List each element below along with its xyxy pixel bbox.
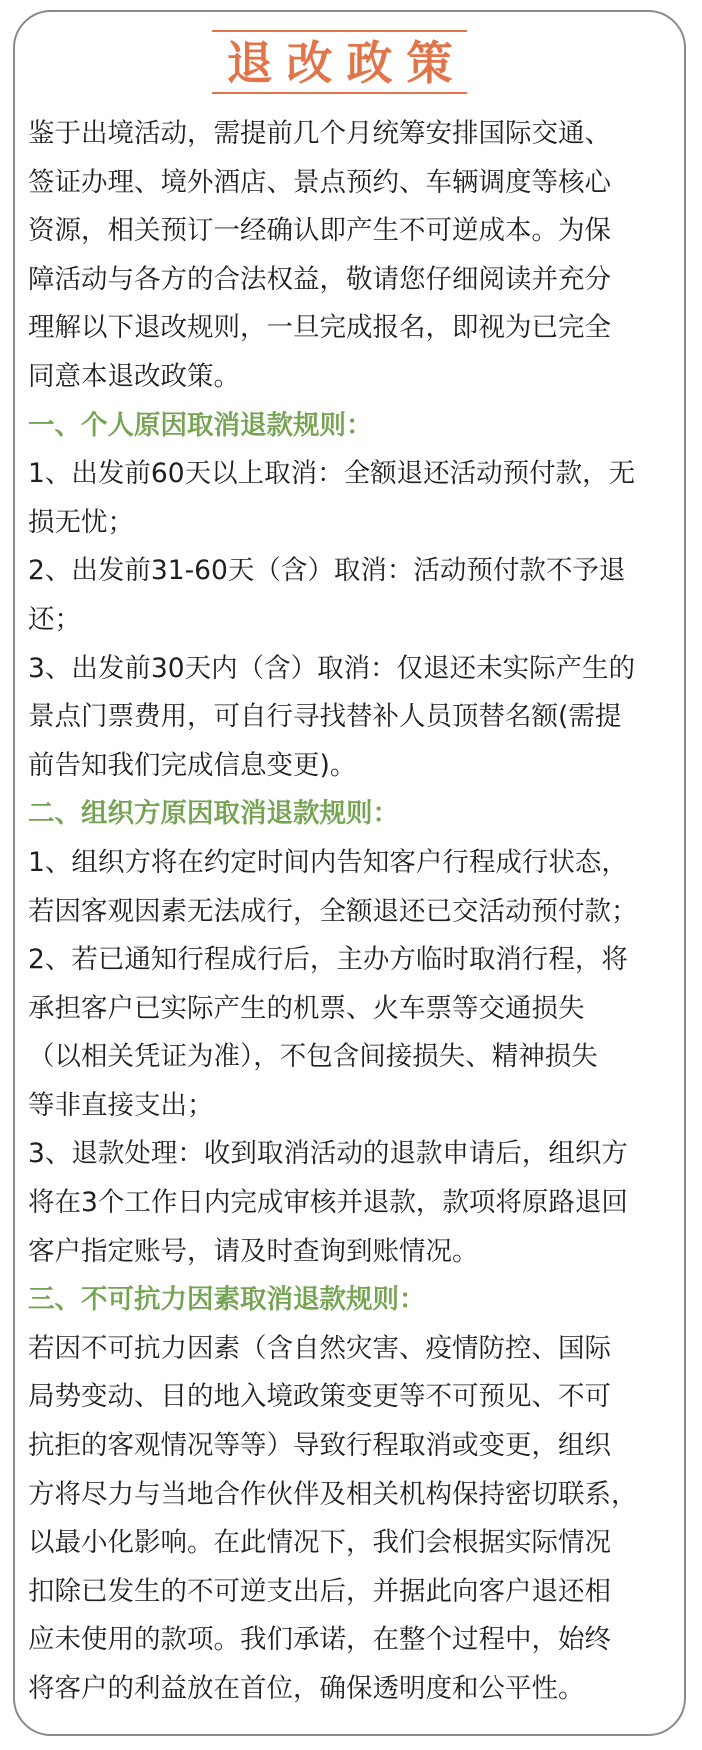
section-heading: 二、组织方原因取消退款规则：	[28, 798, 399, 830]
section-heading: 一、个人原因取消退款规则：	[28, 409, 373, 441]
policy-line: 若因不可抗力因素（含自然灾害、疫情防控、国际	[28, 1332, 611, 1364]
policy-line: 3、出发前30天内（含）取消：仅退还未实际产生的	[28, 652, 636, 684]
policy-line: 同意本退改政策。	[28, 360, 240, 392]
policy-line: 等非直接支出；	[28, 1089, 214, 1121]
page-title: 退改政策	[226, 36, 467, 90]
title-bottom-rule	[212, 92, 467, 94]
policy-line: 抗拒的客观情况等等）导致行程取消或变更，组织	[28, 1430, 611, 1462]
section-heading: 三、不可抗力因素取消退款规则：	[28, 1284, 426, 1316]
policy-line: 应未使用的款项。我们承诺，在整个过程中，始终	[28, 1624, 611, 1656]
policy-line: 扣除已发生的不可逆支出后，并据此向客户退还相	[28, 1575, 611, 1607]
policy-line: 局势变动、目的地入境政策变更等不可预见、不可	[28, 1381, 611, 1413]
policy-line: 客户指定账号，请及时查询到账情况。	[28, 1235, 479, 1267]
policy-line: 理解以下退改规则，一旦完成报名，即视为已完全	[28, 312, 611, 344]
policy-line: （以相关凭证为准），不包含间接损失、精神损失	[28, 1041, 598, 1073]
title-banner	[212, 26, 467, 98]
policy-line: 3、退款处理：收到取消活动的退款申请后，组织方	[28, 1138, 628, 1170]
policy-line: 以最小化影响。在此情况下，我们会根据实际情况	[28, 1527, 611, 1559]
policy-line: 前告知我们完成信息变更)。	[28, 749, 357, 781]
policy-line: 方将尽力与当地合作伙伴及相关机构保持密切联系，	[28, 1478, 638, 1510]
policy-line: 资源，相关预订一经确认即产生不可逆成本。为保	[28, 215, 611, 247]
policy-line: 鉴于出境活动，需提前几个月统筹安排国际交通、	[28, 118, 611, 149]
policy-line: 还；	[28, 603, 81, 635]
policy-text	[28, 110, 678, 1714]
policy-line: 障活动与各方的合法权益，敬请您仔细阅读并充分	[28, 263, 611, 295]
policy-line: 2、出发前31-60天（含）取消：活动预付款不予退	[28, 555, 626, 587]
title-top-rule	[212, 30, 467, 32]
policy-line: 景点门票费用，可自行寻找替补人员顶替名额(需提	[28, 701, 622, 733]
policy-line: 2、若已通知行程成行后，主办方临时取消行程，将	[28, 944, 628, 976]
policy-line: 1、组织方将在约定时间内告知客户行程成行状态，	[28, 846, 628, 878]
policy-line: 1、出发前60天以上取消：全额退还活动预付款，无	[28, 458, 636, 490]
policy-line: 将在3个工作日内完成审核并退款，款项将原路退回	[28, 1187, 628, 1219]
policy-line: 将客户的利益放在首位，确保透明度和公平性。	[28, 1673, 585, 1704]
policy-line: 若因客观因素无法成行，全额退还已交活动预付款；	[28, 895, 638, 927]
policy-line: 损无忧；	[28, 506, 134, 538]
policy-line: 承担客户已实际产生的机票、火车票等交通损失	[28, 992, 585, 1024]
policy-line: 签证办理、境外酒店、景点预约、车辆调度等核心	[28, 166, 611, 198]
